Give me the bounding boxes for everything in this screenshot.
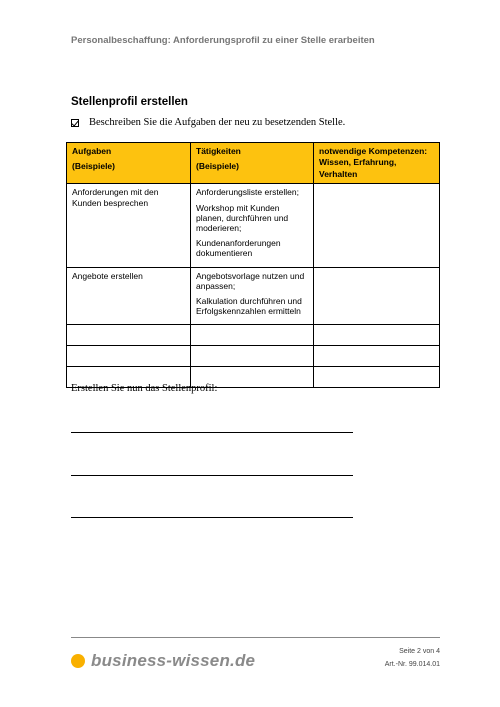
cell-kompetenzen[interactable] (314, 184, 440, 267)
task-instruction (71, 117, 345, 128)
document-header: Personalbeschaffung: Anforderungsprofil zu einer Stelle erarbeiten (71, 35, 375, 46)
checked-box-icon (71, 119, 79, 127)
brand-name: business-wissen.de (91, 651, 256, 670)
cell-taetigkeiten[interactable] (191, 325, 314, 346)
cell-aufgabe[interactable]: Angebote erstellen (67, 267, 191, 325)
article-number: Art.-Nr. 99.014.01 (384, 661, 440, 669)
cell-kompetenzen[interactable] (314, 367, 440, 388)
header-kompetenzen: notwendige Kompetenzen: Wissen, Erfahrung, Verhalten (314, 143, 440, 184)
table-header-row (67, 143, 440, 184)
header-aufgaben: Aufgaben (Beispiele) (67, 143, 191, 184)
cell-aufgabe[interactable] (67, 346, 191, 367)
header-taetigkeiten: Tätigkeiten (Beispiele) (191, 143, 314, 184)
table-row (67, 346, 440, 367)
answer-line[interactable] (71, 475, 353, 476)
page-info (385, 645, 440, 672)
cell-taetigkeiten[interactable]: Anforderungsliste erstellen; Workshop mit Kunden planen, durchführen und moderieren; Kundenanforderungen dokumentieren (191, 184, 314, 267)
cell-aufgabe[interactable]: Anforderungen mit den Kunden besprechen (67, 184, 191, 267)
table-row (67, 267, 440, 325)
answer-line[interactable] (71, 517, 353, 518)
cell-kompetenzen[interactable] (314, 267, 440, 325)
cell-aufgabe[interactable] (67, 325, 191, 346)
answer-line[interactable] (71, 432, 353, 433)
table-row (67, 325, 440, 346)
brand-logo (71, 651, 255, 671)
task-text: Beschreiben Sie die Aufgaben der neu zu besetzenden Stelle. (89, 117, 346, 128)
section-title: Stellenprofil erstellen (71, 96, 188, 108)
table-row (67, 184, 440, 267)
footer-divider (71, 637, 440, 638)
logo-dot-icon (71, 654, 85, 668)
page-number: Seite 2 von 4 (399, 648, 440, 655)
profile-prompt: Erstellen Sie nun das Stellenprofil: (71, 383, 218, 394)
cell-kompetenzen[interactable] (314, 346, 440, 367)
cell-taetigkeiten[interactable] (191, 346, 314, 367)
profile-table (66, 142, 440, 388)
cell-taetigkeiten[interactable]: Angebotsvorlage nutzen und anpassen; Kalkulation durchführen und Erfolgskennzahlen ermitteln (191, 267, 314, 325)
cell-kompetenzen[interactable] (314, 325, 440, 346)
